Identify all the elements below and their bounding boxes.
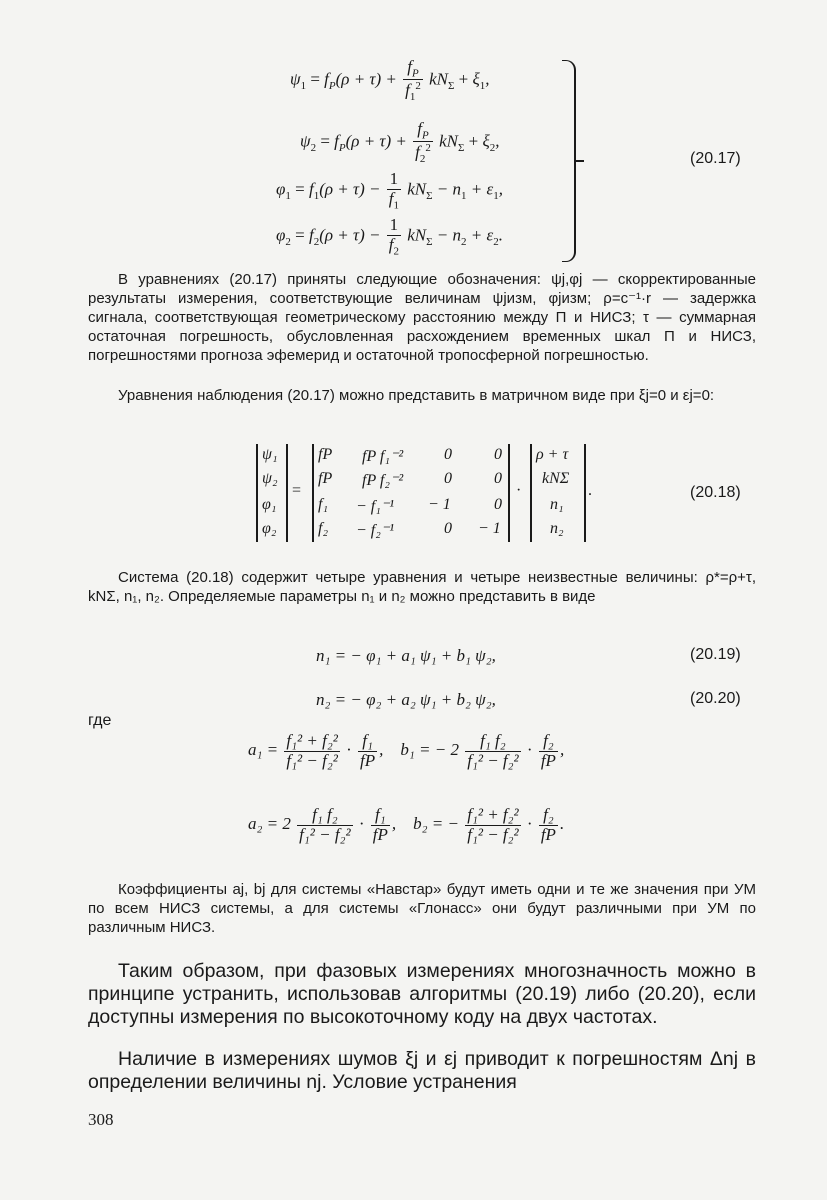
coef-a2-b2: a₂ = 2 $\frac{\text{f₁ f₂}}{\text{f₁² − f₂²}}$ · $\frac{\text{f₁}}{fP}$ , b₂ = − $\frac{\text{f₁² + f₂²}}{\text{f₁² − f₂²}}$ · $\frac{\text{f₂}}{fP}$ .	[248, 805, 565, 844]
matrix-cell-22: fP f₂⁻²	[362, 472, 404, 489]
matrix-cell-43: 0	[444, 520, 452, 537]
eq-line-3: $\varphi_1 = f_1(\rho + \tau)$ − $\frac{1}{f_1}$ $kN_\Sigma - n_1 + \varepsilon_1$,	[276, 169, 503, 212]
right-vector-bar-l	[530, 444, 532, 542]
a1-num: f₁² + f₂²	[286, 731, 338, 750]
period: .	[588, 482, 592, 499]
a1-num2: f₁	[358, 732, 377, 752]
matrix-bar-r	[508, 444, 510, 542]
matrix-cell-11: fP	[318, 446, 333, 463]
matrix-cell-33: − 1	[428, 496, 451, 513]
right-vector-2: kNΣ	[542, 470, 570, 487]
matrix-cell-34: 0	[494, 496, 502, 513]
equation-20-20: n₂ = − φ₂ + a₂ ψ₁ + b₂ ψ₂,	[316, 690, 496, 709]
coef-a1-b1: a₁ = $\frac{\text{f₁² + f₂²}}{\text{f₁² − f₂²}}$ · $\frac{\text{f₁}}{fP}$ , b₁ = − 2 $\frac{\text{f₁ f₂}}{\text{f₁² − f₂²}}$ · $\frac{\text{f₂}}{fP}$ ,	[248, 731, 565, 770]
equation-20-19: n₁ = − φ₁ + a₁ ψ₁ + b₁ ψ₂,	[316, 646, 496, 665]
left-vector-2: ψ₂	[262, 470, 278, 487]
matrix-cell-44: − 1	[478, 520, 501, 537]
right-vector-4: n₂	[550, 520, 564, 537]
matrix-cell-21: fP	[318, 470, 333, 487]
b1-label: b₁ = − 2	[400, 740, 459, 760]
matrix-cell-41: f₂	[318, 520, 329, 537]
coefficients-paragraph: Коэффициенты aj, bj для системы «Навстар» будут иметь одни и те же значения при УМ по всем НИСЗ системы, а для системы «Глонасс» они будут различными при УМ по различным НИСЗ.	[88, 881, 756, 936]
a1-den: f₁² − f₂²	[286, 750, 338, 770]
matrix-cell-23: 0	[444, 470, 452, 487]
equation-number-20-19: (20.19)	[690, 646, 741, 663]
a1-den2: fP	[360, 750, 376, 770]
brace-tip	[574, 160, 584, 162]
b1-num2: f₂	[539, 732, 558, 752]
matrix-cell-12: fP f₁⁻²	[362, 448, 404, 465]
b1-den: f₁² − f₂²	[467, 750, 519, 770]
equals-sign: =	[292, 482, 302, 499]
matrix-intro-paragraph: Уравнения наблюдения (20.17) можно представить в матричном виде при ξj=0 и εj=0:	[118, 387, 715, 404]
equation-number-20-18: (20.18)	[690, 484, 741, 501]
left-vector-bar-l	[256, 444, 258, 542]
matrix-cell-32: − f₁⁻¹	[356, 498, 395, 515]
a1-label: a₁ =	[248, 740, 279, 760]
matrix-cell-14: 0	[494, 446, 502, 463]
matrix-cell-42: − f₂⁻¹	[356, 522, 395, 539]
matrix-cell-13: 0	[444, 446, 452, 463]
b2-den: f₁² − f₂²	[467, 824, 519, 844]
equation-number-20-17: (20.17)	[690, 150, 741, 167]
left-vector-4: φ₂	[262, 520, 277, 537]
b2-num2: f₂	[539, 806, 558, 826]
right-vector-bar-r	[584, 444, 586, 542]
conclusion-paragraph: Таким образом, при фазовых измерениях многозначность можно в принципе устранить, использовав алгоритмы (20.19) либо (20.20), если доступны измерения по высокоточному коду на двух частотах.	[88, 960, 756, 1028]
b1-num: f₁ f₂	[465, 732, 520, 752]
eq-line-4: $\varphi_2 = f_2(\rho + \tau)$ − $\frac{1}{f_2}$ $kN_\Sigma - n_2 + \varepsilon_2$.	[276, 215, 503, 258]
eq-line-1: $\psi_1 = f_P(\rho + \tau)$ + $\frac{f_P}{f_1^2}$ $kN_\Sigma + \xi_1$,	[290, 57, 490, 104]
b2-label: b₂ = −	[413, 814, 459, 834]
matrix-cell-24: 0	[494, 470, 502, 487]
left-vector-1: ψ₁	[262, 446, 278, 463]
left-vector-3: φ₁	[262, 496, 277, 513]
a2-den: f₁² − f₂²	[299, 824, 351, 844]
eq-line-2: $\psi_2 = f_P(\rho + \tau)$ + $\frac{f_P}{f_2^2}$ $kN_\Sigma + \xi_2$,	[300, 119, 500, 166]
where-label: где	[88, 712, 112, 729]
system-paragraph: Система (20.18) содержит четыре уравнения и четыре неизвестные величины: ρ*=ρ+τ, kNΣ, n₁, n₂. Определяемые параметры n₁ и n₂ можно представить в виде	[88, 569, 756, 605]
equation-number-20-20: (20.20)	[690, 690, 741, 707]
right-vector-3: n₁	[550, 496, 564, 513]
left-vector-bar-r	[286, 444, 288, 542]
page-number: 308	[88, 1110, 114, 1129]
notation-paragraph: В уравнениях (20.17) приняты следующие обозначения: ψj,φj — скорректированные результаты измерения, соответствующие величинам ψjизм, φjизм; ρ=c⁻¹·r — задержка сигнала, соответствующая геометрическому расстоянию между П и НИСЗ; τ — суммарная остаточная погрешность, обусловленная расхождением временных шкал П и НИСЗ, погрешностями прогноза эфемерид и остаточной тропосферной погрешностью.	[88, 271, 756, 364]
b2-den2: fP	[540, 824, 556, 844]
b2-num: f₁² + f₂²	[467, 805, 519, 824]
a2-num2: f₁	[371, 806, 390, 826]
a2-den2: fP	[372, 824, 388, 844]
a2-num: f₁ f₂	[297, 806, 352, 826]
matrix-cell-31: f₁	[318, 496, 329, 513]
a2-label: a₂ = 2	[248, 814, 291, 834]
noise-paragraph: Наличие в измерениях шумов ξj и εj приводит к погрешностям Δnj в определении величины nj. Условие устранения	[88, 1048, 756, 1093]
matrix-bar-l	[312, 444, 314, 542]
b1-den2: fP	[540, 750, 556, 770]
right-vector-1: ρ + τ	[536, 446, 569, 463]
dot-operator: ·	[516, 482, 522, 499]
